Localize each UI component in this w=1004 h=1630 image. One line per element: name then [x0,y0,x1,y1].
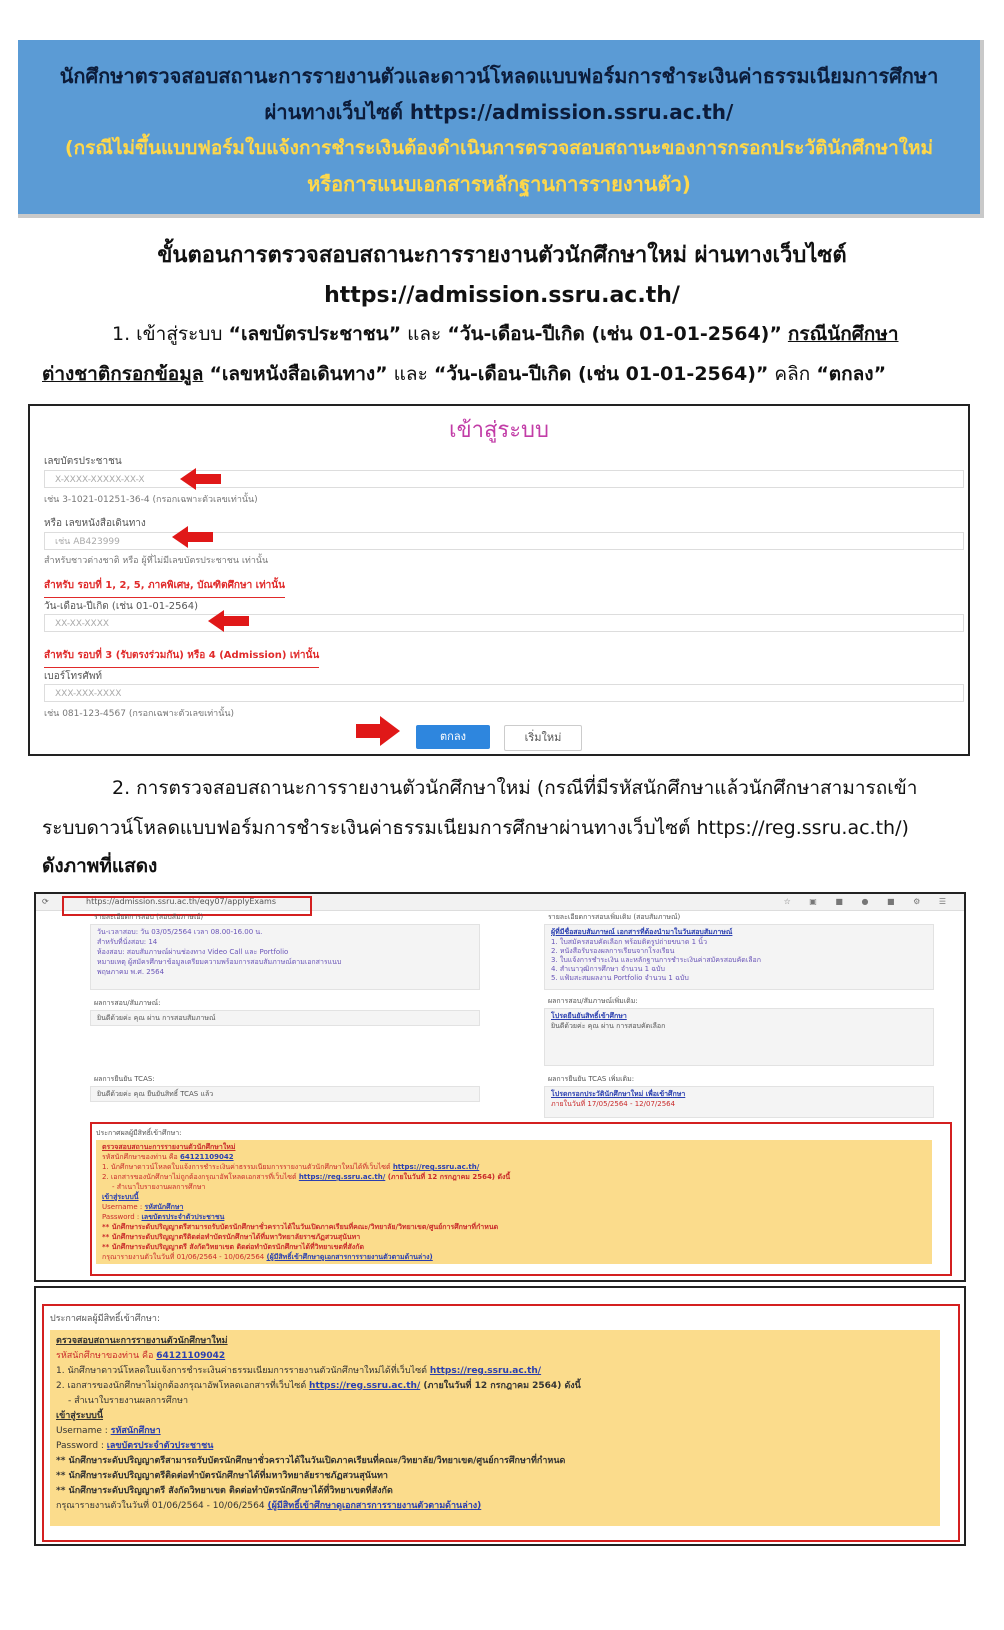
student-id-prefix: รหัสนักศึกษาของท่าน คือ [102,1153,180,1161]
right-arrow-tail [356,724,382,738]
phone-input[interactable]: XXX-XXX-XXXX [44,684,964,702]
announcement-box [96,1140,932,1264]
id-card-input[interactable]: X-XXXX-XXXXX-XX-X [44,470,964,488]
section-heading-line-2: https://admission.ssru.ac.th/ [324,283,680,308]
right-result-label: ผลการสอบ/สัมภาษณ์เพิ่มเติม: [548,997,638,1005]
right-tcas-label: ผลการยืนยัน TCAS เพิ่มเติม: [548,1075,635,1083]
banner-line-3: (กรณีไม่ขึ้นแบบฟอร์มใบแจ้งการชำระเงินต้องดำเนินการตรวจสอบสถานะของการกรอกประวัตินักศึกษาใหม่ [64,137,934,159]
status-screenshot [34,892,966,1282]
passport-input[interactable]: เช่น AB423999 [44,532,964,550]
ann-line: (ภายในวันที่ 12 กรกฎาคม 2564) ดังนี้ [385,1173,511,1181]
step-1-part: และ [401,323,448,345]
ann-line: (ภายในวันที่ 12 กรกฎาคม 2564) ดังนี้ [420,1381,581,1391]
passport-hint: สำหรับชาวต่างชาติ หรือ ผู้ที่ไม่มีเลขบัตรประชาชน เท่านั้น [44,556,269,566]
ann-note: ** นักศึกษาระดับปริญญาตรีติดต่อทำบัตรนักศึกษาได้ที่มหาวิทยาลัยราชภัฏสวนสุนันทา [56,1471,388,1481]
left-detail-line: ห้องสอบ: สอบสัมภาษณ์ผ่านช่องทาง Video Call และ Portfolio [97,948,289,956]
step-1-part: กรณีนักศึกษา [787,323,899,345]
ann-line: 1. นักศึกษาดาวน์โหลดใบแจ้งการชำระเงินค่าธรรมเนียมการรายงานตัวนักศึกษาใหม่ได้ที่เว็บไซต์ [56,1366,430,1376]
section-heading-line-1: ขั้นตอนการตรวจสอบสถานะการรายงานตัวนักศึกษาใหม่ ผ่านทางเว็บไซต์ [157,243,847,268]
right-result-box [544,1008,934,1066]
left-detail-box [90,924,480,990]
announcement-title: ประกาศผลผู้มีสิทธิ์เข้าศึกษา: [96,1129,182,1137]
password-value: เลขบัตรประจำตัวประชาชน [141,1213,225,1221]
ann-line: Password : [56,1441,107,1451]
tcas-label: ผลการยืนยัน TCAS: [94,1075,155,1083]
right-detail-line: 4. สำเนาวุฒิการศึกษา จำนวน 1 ฉบับ [551,965,665,973]
check-status-link[interactable]: ตรวจสอบสถานะการรายงานตัวนักศึกษาใหม่ [102,1143,236,1151]
ann-note: ** นักศึกษาระดับปริญญาตรีสามารถรับบัตรนักศึกษาชั่วคราวได้ในวันเปิดภาคเรียนที่คณะ/วิทยาลัย/วิทยาเขต/ศูนย์การศึกษาที่กำหนด [102,1223,499,1231]
fill-profile-link[interactable]: โปรดกรอกประวัตินักศึกษาใหม่ เพื่อเข้าศึกษา [551,1090,686,1098]
docs-link[interactable]: (ผู้มีสิทธิ์เข้าศึกษาดูเอกสารการรายงานตัวตามด้านล่าง) [266,1253,433,1261]
left-result-text: ยินดีด้วยค่ะ คุณ ผ่าน การสอบสัมภาษณ์ [97,1014,216,1022]
login-link[interactable]: เข้าสู่ระบบนี้ [102,1193,139,1201]
step-2-line-2: ระบบดาวน์โหลดแบบฟอร์มการชำระเงินค่าธรรมเนียมการศึกษาผ่านทางเว็บไซต์ https://reg.ssru.ac.th/) [42,817,909,839]
left-detail-line: พฤษภาคม พ.ศ. 2564 [97,968,165,976]
step-1-part: “วัน-เดือน-ปีเกิด (เช่น 01-01-2564)” [433,363,769,385]
step-1-part: “เลขหนังสือเดินทาง” [209,363,388,385]
left-detail-line: สำหรับที่นั่งสอบ: 14 [97,938,158,946]
id-card-hint: เช่น 3-1021-01251-36-4 (กรอกเฉพาะตัวเลขเท่านั้น) [44,495,258,505]
right-tcas-box [544,1086,934,1118]
left-arrow-icon [172,526,188,548]
banner-line-4: หรือการแนบเอกสารหลักฐานการรายงานตัว) [307,172,691,196]
url-text[interactable]: https://admission.ssru.ac.th/eqy07/applyExams [86,897,276,906]
right-detail-line: 2. หนังสือรับรองผลการเรียนจากโรงเรียน [551,947,675,955]
round-note-1: สำหรับ รอบที่ 1, 2, 5, ภาคพิเศษ, บัณฑิตศึกษา เท่านั้น [44,578,285,598]
right-detail-box [544,924,934,990]
browser-toolbar-icons[interactable]: ☆ ▣ ■ ● ■ ⚙ ☰ [783,897,954,906]
reg-link[interactable]: https://reg.ssru.ac.th/ [392,1163,480,1171]
announcement-title: ประกาศผลผู้มีสิทธิ์เข้าศึกษา: [50,1314,160,1324]
ann-note: ** นักศึกษาระดับปริญญาตรี สังกัดวิทยาเขต ติดต่อทำบัตรนักศึกษาได้ที่วิทยาเขตที่สังกัด [102,1243,364,1251]
right-detail-link[interactable]: ผู้ที่มีชื่อสอบสัมภาษณ์ เอกสารที่ต้องนำมาในวันสอบสัมภาษณ์ [551,928,733,936]
step-1-part: คลิก [768,363,817,385]
right-arrow-icon [380,716,400,746]
check-status-link[interactable]: ตรวจสอบสถานะการรายงานตัวนักศึกษาใหม่ [56,1336,228,1346]
ann-line: - สำเนาใบรายงานผลการศึกษา [68,1396,189,1406]
left-result-box [90,1010,480,1026]
docs-link[interactable]: (ผู้มีสิทธิ์เข้าศึกษาดูเอกสารการรายงานตัวตามด้านล่าง) [267,1501,482,1511]
ann-line: - สำเนาใบรายงานผลการศึกษา [112,1183,206,1191]
zoomed-announcement-box [50,1330,940,1526]
step-1-part: “เลขบัตรประชาชน” [228,323,402,345]
student-id-prefix: รหัสนักศึกษาของท่าน คือ [56,1351,157,1361]
dob-input[interactable]: XX-XX-XXXX [44,614,964,632]
step-1-part: ต่างชาติกรอกข้อมูล [42,363,204,385]
tcas-text: ยินดีด้วยค่ะ คุณ ยืนยันสิทธิ์ TCAS แล้ว [97,1090,214,1098]
passport-label: หรือ เลขหนังสือเดินทาง [44,518,146,529]
step-1-text [42,314,972,394]
password-value: เลขบัตรประจำตัวประชาชน [106,1441,214,1451]
header-banner [18,40,984,218]
right-detail-line: 1. ใบสมัครสอบคัดเลือก พร้อมติดรูปถ่ายขนาด 1 นิ้ว [551,938,708,946]
reload-icon[interactable]: ⟳ [42,897,49,906]
username-value: รหัสนักศึกษา [144,1203,184,1211]
username-value: รหัสนักศึกษา [110,1426,161,1436]
ann-line: 1. นักศึกษาดาวน์โหลดใบแจ้งการชำระเงินค่าธรรมเนียมการรายงานตัวนักศึกษาใหม่ได้ที่เว็บไซต์ [102,1163,393,1171]
phone-hint: เช่น 081-123-4567 (กรอกเฉพาะตัวเลขเท่านั้น) [44,709,235,719]
ann-line: Username : [102,1203,145,1211]
fill-profile-date: ภายในวันที่ 17/05/2564 - 12/07/2564 [551,1100,676,1108]
ann-note: ** นักศึกษาระดับปริญญาตรีสามารถรับบัตรนักศึกษาชั่วคราวได้ในวันเปิดภาคเรียนที่คณะ/วิทยาลัย/วิทยาเขต/ศูนย์การศึกษาที่กำหนด [56,1456,566,1466]
reg-link[interactable]: https://reg.ssru.ac.th/ [309,1381,421,1391]
left-detail-line: หมายเหตุ ผู้สมัครศึกษาข้อมูลเตรียมความพร้อมการสอบสัมภาษณ์ตามเอกสารแนบ [97,958,342,966]
login-title: เข้าสู่ระบบ [449,418,549,443]
left-detail-line: วัน-เวลาสอบ: วัน 03/05/2564 เวลา 08.00-16.00 น. [97,928,263,936]
student-id: 64121109042 [156,1351,226,1361]
left-arrow-icon [208,610,224,632]
reset-button[interactable]: เริ่มใหม่ [504,725,582,751]
step-1-part: 1. เข้าสู่ระบบ [112,323,229,345]
right-detail-line: 3. ใบแจ้งการชำระเงิน และหลักฐานการชำระเงินค่าสมัครสอบคัดเลือก [551,956,761,964]
step-2-line-1: 2. การตรวจสอบสถานะการรายงานตัวนักศึกษาใหม่ (กรณีที่มีรหัสนักศึกษาแล้วนักศึกษาสามารถเข้า [112,777,918,799]
left-result-label: ผลการสอบ/สัมภาษณ์: [94,999,161,1007]
left-arrow-icon [180,468,196,490]
tcas-box [90,1086,480,1102]
ann-line: Username : [56,1426,111,1436]
banner-line-1: นักศึกษาตรวจสอบสถานะการรายงานตัวและดาวน์โหลดแบบฟอร์มการชำระเงินค่าธรรมเนียมการศึกษา [59,64,939,88]
ok-button[interactable]: ตกลง [416,725,490,749]
reg-link[interactable]: https://reg.ssru.ac.th/ [429,1366,542,1376]
banner-line-2: ผ่านทางเว็บไซต์ https://admission.ssru.ac.th/ [264,100,734,124]
id-card-label: เลขบัตรประชาชน [44,456,122,467]
ann-line: 2. เอกสารของนักศึกษาไม่ถูกต้องกรุณาอัพโหลดเอกสารที่เว็บไซต์ [56,1381,310,1391]
confirm-right-link[interactable]: โปรดยืนยันสิทธิ์เข้าศึกษา [551,1012,627,1020]
step-2-line-3: ดังภาพที่แสดง [42,855,158,877]
phone-label: เบอร์โทรศัพท์ [44,671,103,682]
login-screenshot [28,404,970,756]
reg-link[interactable]: https://reg.ssru.ac.th/ [298,1173,386,1181]
right-result-text: ยินดีด้วยค่ะ คุณ ผ่าน การสอบคัดเลือก [551,1022,666,1030]
login-link[interactable]: เข้าสู่ระบบนี้ [56,1411,104,1421]
ann-line: กรุณารายงานตัวในวันที่ 01/06/2564 - 10/06/2564 [102,1253,267,1261]
ann-note: ** นักศึกษาระดับปริญญาตรี สังกัดวิทยาเขต ติดต่อทำบัตรนักศึกษาได้ที่วิทยาเขตที่สังกัด [56,1486,393,1496]
step-1-part: “วัน-เดือน-ปีเกิด (เช่น 01-01-2564)” [447,323,782,345]
step-1-part: “ตกลง” [816,363,887,385]
ann-line: กรุณารายงานตัวในวันที่ 01/06/2564 - 10/06/2564 [56,1501,268,1511]
dob-label: วัน-เดือน-ปีเกิด (เช่น 01-01-2564) [44,601,199,612]
step-1-part: และ [387,363,434,385]
left-detail-header: รายละเอียดการสอบ (สอบสัมภาษณ์) [94,913,204,921]
round-note-2: สำหรับ รอบที่ 3 (รับตรงร่วมกัน) หรือ 4 (Admission) เท่านั้น [44,648,319,668]
zoomed-announcement-screenshot [34,1286,966,1546]
right-detail-header: รายละเอียดการสอบเพิ่มเติม (สอบสัมภาษณ์) [548,913,681,921]
ann-line: 2. เอกสารของนักศึกษาไม่ถูกต้องกรุณาอัพโหลดเอกสารที่เว็บไซต์ [102,1173,299,1181]
ann-note: ** นักศึกษาระดับปริญญาตรีติดต่อทำบัตรนักศึกษาได้ที่มหาวิทยาลัยราชภัฏสวนสุนันทา [102,1233,361,1241]
student-id: 64121109042 [179,1153,234,1161]
ann-line: Password : [102,1213,142,1221]
right-detail-line: 5. แฟ้มสะสมผลงาน Portfolio จำนวน 1 ฉบับ [551,974,689,982]
